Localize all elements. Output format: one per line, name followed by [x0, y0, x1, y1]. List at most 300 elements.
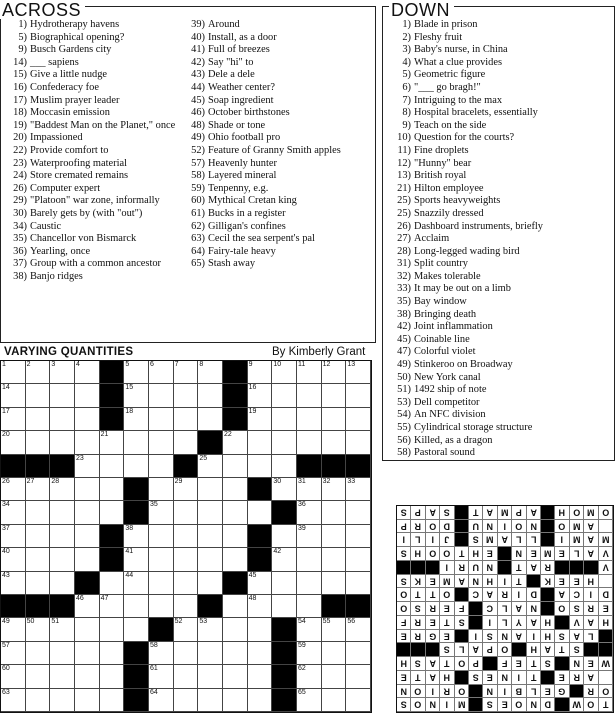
solution-letter: H [587, 576, 595, 587]
clue-text: Acclaim [414, 233, 450, 245]
grid-cell[interactable] [50, 618, 75, 641]
solution-cell [411, 575, 425, 589]
grid-cell[interactable] [297, 665, 322, 688]
grid-cell[interactable] [322, 478, 347, 501]
grid-cell[interactable] [100, 478, 125, 501]
grid-cell[interactable] [248, 408, 273, 431]
grid-cell[interactable] [248, 595, 273, 618]
grid-cell[interactable] [100, 618, 125, 641]
grid-cell[interactable] [149, 665, 174, 688]
solution-letter: R [414, 617, 422, 628]
solution-letter: I [474, 630, 477, 641]
solution-letter: O [428, 548, 436, 559]
solution-black-square [599, 643, 613, 657]
solution-letter: M [500, 507, 509, 518]
clue-item [5, 271, 177, 284]
grid-cell[interactable] [174, 431, 199, 454]
grid-cell[interactable] [297, 689, 322, 712]
clue-text: Baby's nurse, in China [414, 44, 508, 56]
solution-cell [411, 602, 425, 616]
clue-item [387, 359, 613, 372]
grid-cell[interactable] [50, 665, 75, 688]
grid-cell[interactable] [272, 572, 297, 595]
grid-cell[interactable] [223, 642, 248, 665]
solution-cell [498, 630, 512, 644]
clue-item [183, 145, 375, 158]
grid-cell[interactable] [346, 665, 371, 688]
grid-cell[interactable] [124, 431, 149, 454]
solution-letter: E [602, 603, 609, 614]
grid-cell[interactable] [149, 501, 174, 524]
grid-cell[interactable] [346, 408, 371, 431]
grid-cell[interactable] [297, 478, 322, 501]
solution-letter: I [517, 672, 521, 683]
grid-cell[interactable] [50, 384, 75, 407]
solution-letter: M [601, 534, 610, 545]
solution-cell [498, 602, 512, 616]
solution-letter: O [500, 644, 508, 655]
clue-text: Weather center? [208, 81, 275, 93]
grid-cell[interactable] [322, 642, 347, 665]
grid-cell[interactable] [149, 361, 174, 384]
grid-cell[interactable] [75, 525, 100, 548]
grid-cell[interactable] [1, 525, 26, 548]
grid-cell[interactable] [223, 525, 248, 548]
grid-cell[interactable] [174, 572, 199, 595]
solution-letter: L [516, 534, 522, 545]
grid-cell[interactable] [50, 689, 75, 712]
solution-cell [455, 561, 469, 575]
grid-cell[interactable] [248, 384, 273, 407]
clue-number: 45) [191, 94, 205, 106]
clue-text: Geometric figure [414, 69, 486, 81]
grid-cell[interactable] [223, 665, 248, 688]
solution-cell [512, 506, 526, 520]
clue-text: Cecil the sea serpent's pal [208, 233, 315, 245]
grid-cell[interactable] [223, 431, 248, 454]
clue-text: Mythical Cretan king [208, 195, 297, 207]
clue-number: 36) [13, 245, 27, 257]
solution-black-square [541, 506, 555, 520]
solution-letter: A [587, 617, 595, 628]
solution-cell [397, 685, 411, 699]
grid-cell[interactable] [346, 572, 371, 595]
solution-cell [584, 657, 598, 671]
grid-cell[interactable] [100, 455, 125, 478]
grid-cell[interactable] [100, 689, 125, 712]
cell-number: 7 [174, 361, 179, 368]
clue-number: 3) [402, 44, 411, 56]
grid-cell[interactable] [272, 548, 297, 571]
solution-letter: O [572, 507, 580, 518]
grid-cell[interactable] [248, 431, 273, 454]
grid-cell[interactable] [174, 689, 199, 712]
grid-cell[interactable] [75, 501, 100, 524]
solution-cell [584, 533, 598, 547]
clue-text: Say "hi" to [208, 56, 254, 68]
grid-cell[interactable] [149, 408, 174, 431]
solution-black-square [541, 533, 555, 547]
grid-cell[interactable] [297, 618, 322, 641]
solution-letter: R [501, 589, 508, 600]
grid-cell[interactable] [322, 525, 347, 548]
grid-cell[interactable] [248, 501, 273, 524]
solution-black-square [455, 506, 469, 520]
grid-cell[interactable] [75, 361, 100, 384]
grid-cell[interactable] [75, 478, 100, 501]
grid-cell[interactable] [174, 361, 199, 384]
grid-cell[interactable] [100, 665, 125, 688]
grid-cell[interactable] [1, 431, 26, 454]
grid-cell[interactable] [124, 595, 149, 618]
grid-cell[interactable] [124, 361, 149, 384]
grid-cell[interactable] [297, 572, 322, 595]
grid-cell[interactable] [149, 595, 174, 618]
grid-cell[interactable] [297, 548, 322, 571]
grid-cell[interactable] [75, 618, 100, 641]
across-clues-panel [0, 0, 376, 343]
solution-cell [599, 533, 613, 547]
grid-cell[interactable] [124, 384, 149, 407]
grid-cell[interactable] [174, 525, 199, 548]
solution-cell [570, 698, 584, 712]
clue-item [387, 372, 613, 385]
grid-cell[interactable] [26, 431, 51, 454]
solution-letter: S [400, 699, 407, 710]
solution-letter: N [400, 685, 407, 696]
clue-number: 16) [13, 81, 27, 93]
grid-cell[interactable] [322, 408, 347, 431]
grid-cell[interactable] [346, 478, 371, 501]
grid-cell[interactable] [297, 642, 322, 665]
solution-letter: N [486, 685, 494, 696]
grid-cell[interactable] [223, 595, 248, 618]
grid-cell[interactable] [26, 689, 51, 712]
grid-cell[interactable] [346, 361, 371, 384]
solution-letter: E [443, 630, 450, 641]
grid-cell[interactable] [149, 642, 174, 665]
cell-number: 32 [322, 478, 331, 485]
grid-cell[interactable] [75, 431, 100, 454]
solution-cell [527, 602, 541, 616]
grid-cell[interactable] [26, 665, 51, 688]
grid-cell[interactable] [248, 455, 273, 478]
grid-cell[interactable] [174, 642, 199, 665]
black-square [26, 595, 51, 618]
grid-cell[interactable] [272, 478, 297, 501]
grid-cell[interactable] [75, 548, 100, 571]
grid-cell[interactable] [1, 618, 26, 641]
puzzle-title: VARYING QUANTITIES [4, 346, 134, 358]
grid-cell[interactable] [50, 501, 75, 524]
grid-cell[interactable] [149, 384, 174, 407]
grid-cell[interactable] [223, 618, 248, 641]
grid-cell[interactable] [100, 572, 125, 595]
clue-text: "Baddest Man on the Planet," once [30, 119, 176, 131]
solution-letter: I [445, 562, 449, 573]
solution-cell [512, 547, 526, 561]
grid-cell[interactable] [1, 548, 26, 571]
grid-cell[interactable] [297, 384, 322, 407]
grid-cell[interactable] [322, 431, 347, 454]
grid-cell[interactable] [174, 665, 199, 688]
solution-cell [599, 588, 613, 602]
grid-cell[interactable] [322, 361, 347, 384]
grid-cell[interactable] [248, 665, 273, 688]
solution-letter: B [515, 685, 523, 696]
grid-cell[interactable] [1, 478, 26, 501]
grid-cell[interactable] [346, 642, 371, 665]
solution-letter: R [414, 630, 422, 641]
grid-cell[interactable] [26, 618, 51, 641]
grid-cell[interactable] [100, 431, 125, 454]
solution-cell [483, 561, 497, 575]
clue-item [387, 132, 613, 145]
clue-item [5, 44, 177, 57]
grid-cell[interactable] [198, 478, 223, 501]
grid-cell[interactable] [100, 501, 125, 524]
solution-cell [455, 657, 469, 671]
grid-cell[interactable] [149, 455, 174, 478]
grid-cell[interactable] [26, 548, 51, 571]
grid-cell[interactable] [124, 548, 149, 571]
grid-cell[interactable] [346, 384, 371, 407]
grid-cell[interactable] [1, 665, 26, 688]
grid-cell[interactable] [124, 572, 149, 595]
grid-cell[interactable] [50, 642, 75, 665]
solution-letter: N [573, 658, 580, 669]
grid-cell[interactable] [346, 689, 371, 712]
black-square [50, 595, 75, 618]
grid-cell[interactable] [75, 689, 100, 712]
grid-cell[interactable] [1, 689, 26, 712]
grid-cell[interactable] [1, 384, 26, 407]
grid-cell[interactable] [272, 455, 297, 478]
grid-cell[interactable] [100, 595, 125, 618]
solution-cell [541, 547, 555, 561]
grid-cell[interactable] [50, 525, 75, 548]
solution-grid-upside-down [396, 505, 614, 713]
grid-cell[interactable] [174, 501, 199, 524]
grid-cell[interactable] [223, 501, 248, 524]
cell-number: 52 [174, 618, 183, 626]
grid-cell[interactable] [174, 408, 199, 431]
solution-cell [498, 616, 512, 630]
grid-cell[interactable] [322, 384, 347, 407]
solution-black-square [411, 561, 425, 575]
cell-number: 30 [273, 478, 282, 485]
clue-text: It may be out on a limb [414, 283, 511, 295]
solution-cell [440, 671, 454, 685]
cell-number: 53 [199, 618, 208, 626]
grid-cell[interactable] [1, 572, 26, 595]
grid-cell[interactable] [75, 595, 100, 618]
grid-cell[interactable] [26, 384, 51, 407]
grid-cell[interactable] [100, 642, 125, 665]
grid-cell[interactable] [174, 478, 199, 501]
grid-cell[interactable] [248, 642, 273, 665]
clue-item [387, 195, 613, 208]
grid-cell[interactable] [223, 548, 248, 571]
grid-cell[interactable] [198, 689, 223, 712]
grid-cell[interactable] [149, 478, 174, 501]
grid-cell[interactable] [198, 501, 223, 524]
clue-item [183, 120, 375, 133]
grid-cell[interactable] [322, 548, 347, 571]
grid-cell[interactable] [124, 408, 149, 431]
grid-cell[interactable] [26, 642, 51, 665]
grid-cell[interactable] [272, 361, 297, 384]
clue-item [183, 208, 375, 221]
clue-text: Around [208, 19, 240, 30]
grid-cell[interactable] [272, 525, 297, 548]
black-square [174, 455, 199, 478]
grid-cell[interactable] [26, 572, 51, 595]
black-square [346, 455, 371, 478]
grid-cell[interactable] [248, 689, 273, 712]
solution-cell [512, 616, 526, 630]
clue-text: Question for the courts? [414, 132, 515, 144]
grid-cell[interactable] [174, 618, 199, 641]
solution-cell [570, 533, 584, 547]
grid-cell[interactable] [75, 384, 100, 407]
solution-letter: R [414, 521, 422, 532]
grid-cell[interactable] [346, 431, 371, 454]
clue-item [387, 233, 613, 246]
grid-cell[interactable] [174, 595, 199, 618]
solution-letter: I [431, 534, 434, 545]
grid-cell[interactable] [26, 408, 51, 431]
grid-cell[interactable] [124, 525, 149, 548]
grid-cell[interactable] [50, 548, 75, 571]
grid-cell[interactable] [198, 642, 223, 665]
solution-letter: P [400, 521, 407, 532]
grid-cell[interactable] [26, 478, 51, 501]
grid-cell[interactable] [297, 501, 322, 524]
grid-cell[interactable] [297, 595, 322, 618]
grid-cell[interactable] [198, 408, 223, 431]
solution-cell [455, 575, 469, 589]
grid-cell[interactable] [297, 525, 322, 548]
grid-cell[interactable] [248, 618, 273, 641]
grid-cell[interactable] [50, 478, 75, 501]
grid-cell[interactable] [297, 408, 322, 431]
grid-cell[interactable] [322, 689, 347, 712]
grid-cell[interactable] [1, 408, 26, 431]
grid-cell[interactable] [322, 572, 347, 595]
grid-cell[interactable] [198, 618, 223, 641]
grid-cell[interactable] [322, 618, 347, 641]
solution-cell [541, 575, 555, 589]
grid-cell[interactable] [174, 384, 199, 407]
grid-cell[interactable] [75, 665, 100, 688]
grid-cell[interactable] [75, 455, 100, 478]
grid-cell[interactable] [223, 689, 248, 712]
grid-cell[interactable] [149, 548, 174, 571]
solution-cell [469, 506, 483, 520]
grid-cell[interactable] [297, 431, 322, 454]
solution-letter: A [530, 562, 537, 573]
grid-cell[interactable] [322, 501, 347, 524]
grid-cell[interactable] [1, 361, 26, 384]
grid-cell[interactable] [198, 361, 223, 384]
grid-cell[interactable] [1, 501, 26, 524]
grid-cell[interactable] [198, 572, 223, 595]
grid-cell[interactable] [50, 572, 75, 595]
clue-item [5, 107, 177, 120]
clue-text: Pastoral sound [414, 447, 475, 459]
clue-number: 7) [402, 94, 411, 106]
clue-item [387, 334, 613, 347]
solution-cell [512, 630, 526, 644]
grid-cell[interactable] [223, 455, 248, 478]
solution-cell [397, 575, 411, 589]
grid-cell[interactable] [149, 572, 174, 595]
grid-cell[interactable] [1, 642, 26, 665]
cell-number: 39 [298, 524, 306, 532]
grid-cell[interactable] [297, 361, 322, 384]
grid-cell[interactable] [124, 455, 149, 478]
grid-cell[interactable] [50, 431, 75, 454]
clue-text: Biographical opening? [30, 31, 125, 43]
solution-cell [411, 698, 425, 712]
grid-cell[interactable] [75, 642, 100, 665]
grid-cell[interactable] [272, 431, 297, 454]
grid-cell[interactable] [198, 525, 223, 548]
grid-cell[interactable] [346, 501, 371, 524]
grid-cell[interactable] [50, 361, 75, 384]
crossword-grid[interactable] [0, 360, 372, 713]
solution-cell [555, 588, 569, 602]
grid-cell[interactable] [346, 548, 371, 571]
cell-number: 62 [298, 665, 306, 673]
grid-cell[interactable] [322, 665, 347, 688]
clue-text: Busch Gardens city [30, 44, 112, 56]
grid-cell[interactable] [272, 384, 297, 407]
grid-cell[interactable] [346, 618, 371, 641]
grid-cell[interactable] [149, 525, 174, 548]
grid-cell[interactable] [198, 665, 223, 688]
grid-cell[interactable] [149, 689, 174, 712]
grid-cell[interactable] [198, 455, 223, 478]
solution-cell [498, 533, 512, 547]
grid-cell[interactable] [248, 361, 273, 384]
clue-number: 49) [191, 132, 205, 144]
grid-cell[interactable] [198, 384, 223, 407]
grid-cell[interactable] [149, 431, 174, 454]
grid-cell[interactable] [223, 478, 248, 501]
grid-cell[interactable] [346, 525, 371, 548]
grid-cell[interactable] [198, 548, 223, 571]
grid-cell[interactable] [248, 572, 273, 595]
grid-cell[interactable] [50, 408, 75, 431]
grid-cell[interactable] [124, 618, 149, 641]
solution-letter: H [602, 617, 609, 628]
grid-cell[interactable] [75, 408, 100, 431]
solution-letter: O [400, 589, 408, 600]
solution-cell [555, 575, 569, 589]
grid-cell[interactable] [272, 595, 297, 618]
grid-cell[interactable] [26, 501, 51, 524]
solution-letter: R [587, 603, 595, 614]
clue-item [5, 132, 177, 145]
grid-cell[interactable] [174, 548, 199, 571]
grid-cell[interactable] [272, 408, 297, 431]
grid-cell[interactable] [26, 525, 51, 548]
clue-item [387, 271, 613, 284]
clue-number: 53) [397, 396, 411, 408]
grid-cell[interactable] [26, 361, 51, 384]
